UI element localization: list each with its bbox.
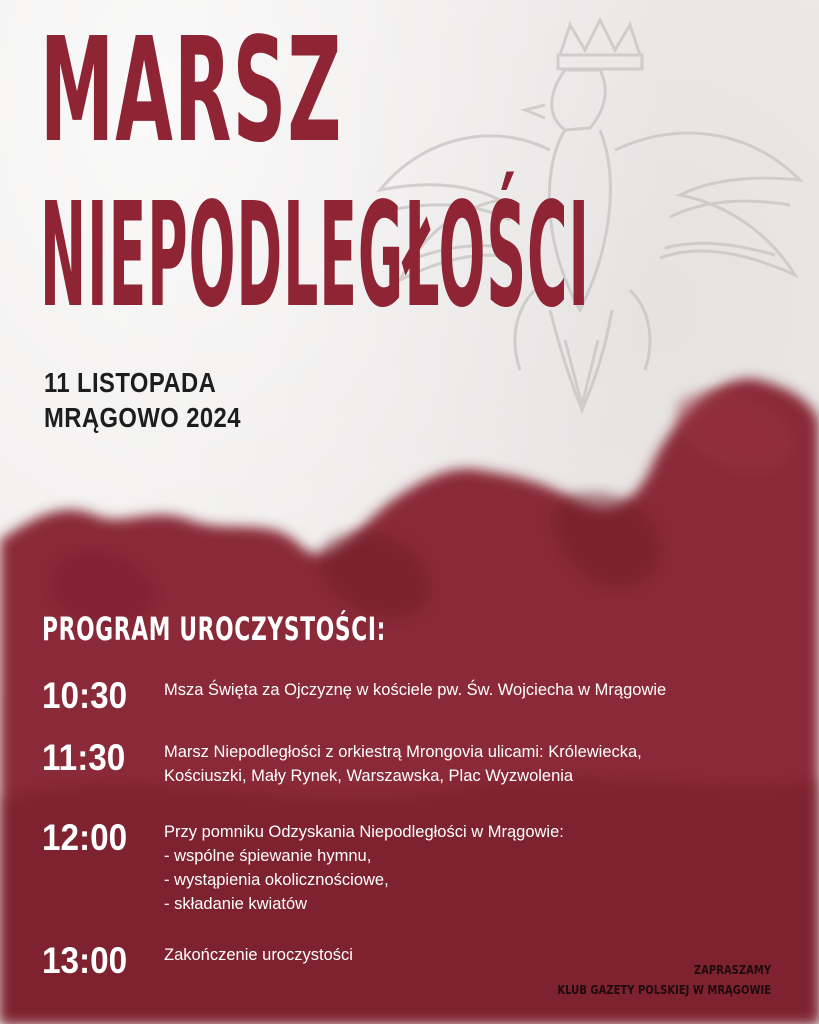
title-line-2: NIEPODLEGŁOŚCI [40, 173, 590, 340]
program-description-line: Msza Święta za Ojczyznę w kościele pw. Św. Wojciecha w Mrągowie [164, 681, 667, 699]
program-time: 13:00 [42, 940, 128, 981]
title-line-1: MARSZ [40, 8, 343, 175]
program-description [164, 820, 764, 916]
program-time: 12:00 [42, 817, 128, 858]
program-time: 10:30 [42, 675, 128, 716]
footer-invite-text: ZAPRASZAMY [693, 962, 771, 977]
program-description-line: Zakończenie uroczystości [164, 946, 353, 964]
program-description [164, 678, 764, 702]
program-description-line: Przy pomniku Odzyskania Niepodległości w Mrągowie: [164, 823, 564, 841]
program-description-line: Kościuszki, Mały Rynek, Warszawska, Plac Wyzwolenia [164, 767, 574, 785]
program-time: 11:30 [42, 737, 126, 778]
program-description-line: - wystąpienia okolicznościowe, [164, 871, 389, 889]
program-description-line: - składanie kwiatów [164, 895, 308, 913]
program-description-line: - wspólne śpiewanie hymnu, [164, 847, 372, 865]
footer-organizer: KLUB GAZETY POLSKIEJ W MRĄGOWIE [557, 982, 771, 997]
event-date: 11 LISTOPADA [44, 367, 217, 398]
program-description [164, 740, 764, 788]
footer-invitation [557, 960, 771, 1000]
event-location-year: MRĄGOWO 2024 [44, 402, 241, 433]
program-description-line: Marsz Niepodległości z orkiestrą Mrongovia ulicami: Królewiecka, [164, 743, 642, 761]
program-heading: PROGRAM UROCZYSTOŚCI: [42, 610, 387, 648]
